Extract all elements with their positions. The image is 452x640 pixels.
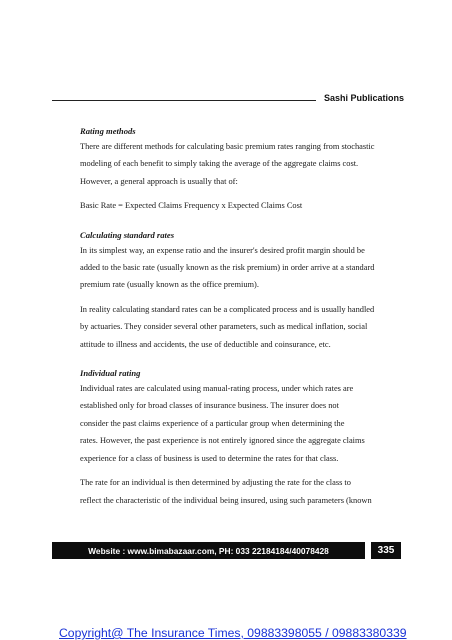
footer-website-bar: Website : www.bimabazaar.com, PH: 033 22184184/40078428 xyxy=(52,542,365,559)
text-line: established only for broad classes of insurance business. The insurer does not xyxy=(80,401,339,411)
text-line: rates. However, the past experience is not entirely ignored since the aggregate claims xyxy=(80,436,365,446)
text-line: Individual rates are calculated using manual-rating process, under which rates are xyxy=(80,384,354,394)
text-line: consider the past claims experience of a particular group when determining the xyxy=(80,418,345,428)
copyright-watermark: Copyright@ The Insurance Times, 09883398055 / 09883380339 xyxy=(59,626,407,640)
text-line: In reality calculating standard rates can be a complicated process and is usually handled xyxy=(80,304,375,314)
text-line: added to the basic rate (usually known as the risk premium) in order arrive at a standard xyxy=(80,263,375,273)
page-number: 335 xyxy=(371,542,401,559)
text-line: premium rate (usually known as the office premium). xyxy=(80,280,259,290)
heading-individual-rating: Individual rating xyxy=(80,368,141,379)
basic-rate-formula: Basic Rate = Expected Claims Frequency x Expected Claims Cost xyxy=(80,201,303,211)
text-line: attitude to illness and accidents, the use of deductible and coinsurance, etc. xyxy=(80,339,331,349)
header-rule xyxy=(52,100,316,101)
text-line: by actuaries. They consider several other parameters, such as medical inflation, social xyxy=(80,322,368,332)
publisher-name: Sashi Publications xyxy=(324,93,405,103)
heading-rating-methods: Rating methods xyxy=(80,126,136,136)
text-line: modeling of each benefit to simply taking the average of the aggregate claims cost. xyxy=(80,159,359,169)
text-line: The rate for an individual is then determined by adjusting the rate for the class to xyxy=(80,478,351,488)
text-line: experience for a class of business is used to determine the rates for that class. xyxy=(80,453,339,463)
heading-calculating-standard-rates: Calculating standard rates xyxy=(80,229,175,240)
text-line: However, a general approach is usually that of: xyxy=(80,176,238,186)
page-body xyxy=(80,124,376,509)
text-line: There are different methods for calculating basic premium rates ranging from stochastic xyxy=(80,142,375,151)
text-line: reflect the characteristic of the individual being insured, using such parameters (known xyxy=(80,495,372,505)
text-line: In its simplest way, an expense ratio and the insurer's desired profit margin should be xyxy=(80,245,365,255)
